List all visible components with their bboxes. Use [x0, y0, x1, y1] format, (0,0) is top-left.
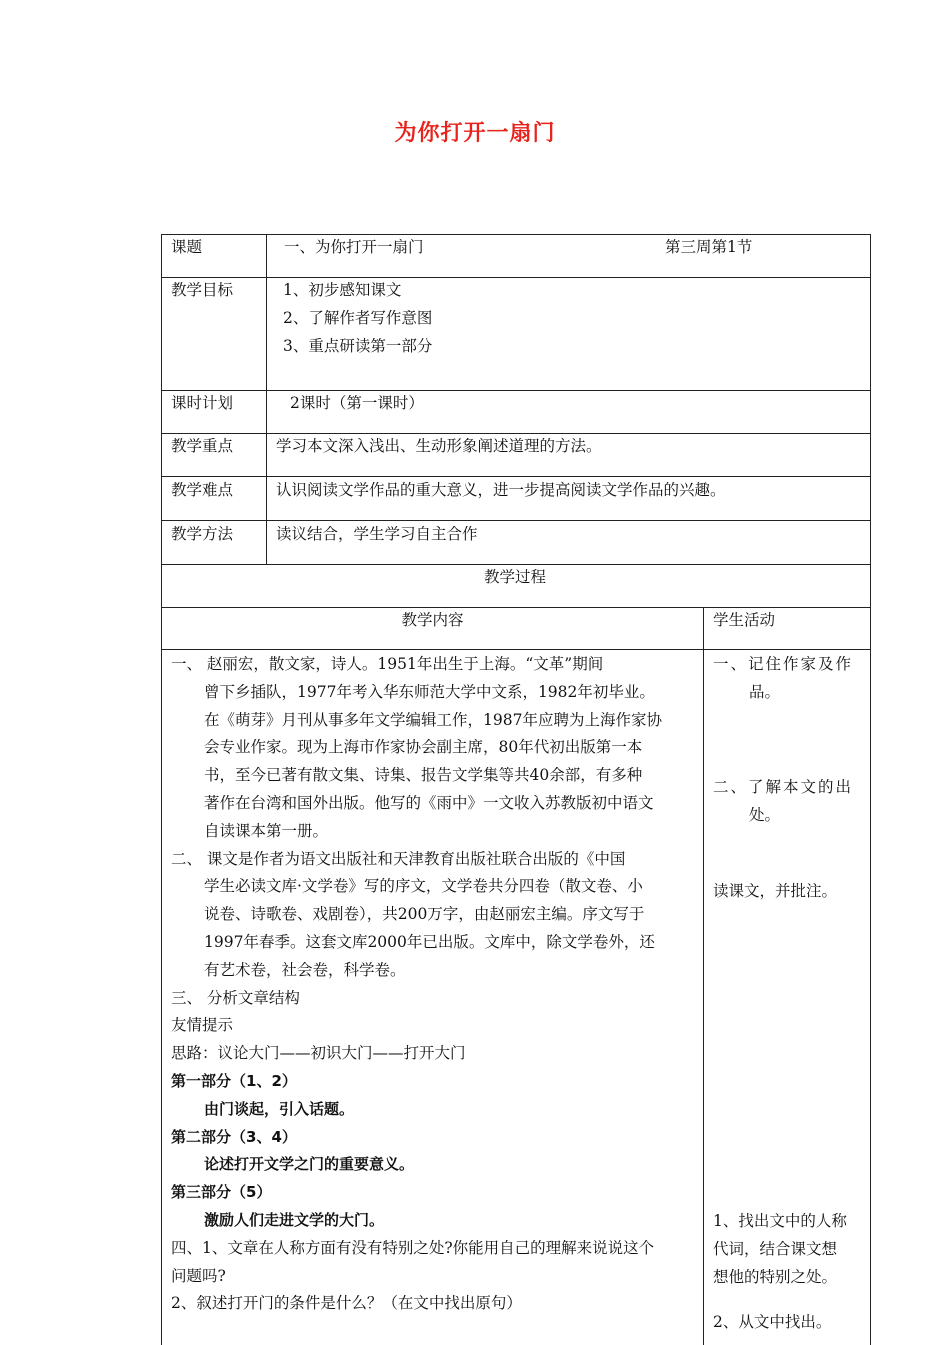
part-description: 论述打开文学之门的重要意义。	[204, 1155, 415, 1174]
content-line: 学生必读文库·文学卷》写的序文，文学卷共分四卷（散文卷、小	[204, 877, 643, 896]
difficulty-label: 教学难点	[171, 481, 234, 499]
row-divider	[162, 649, 870, 650]
goal-item: 2、了解作者写作意图	[283, 309, 433, 327]
lesson-plan-table	[161, 234, 871, 1345]
part-description: 激励人们走进文学的大门。	[204, 1210, 385, 1229]
plan-value: 2课时（第一课时）	[290, 394, 424, 412]
teaching-content	[171, 651, 699, 1318]
row-divider	[162, 564, 870, 565]
method-value: 读议结合，学生学习自主合作	[276, 525, 478, 543]
content-line: 一、 赵丽宏，散文家，诗人。1951年出生于上海。“文革”期间	[171, 655, 604, 673]
question-line: 2、叙述打开门的条件是什么？（在文中找出原句）	[171, 1294, 522, 1313]
part-heading: 第三部分（5）	[171, 1183, 272, 1202]
goal-item: 1、初步感知课文	[283, 281, 402, 299]
content-line: 著作在台湾和国外出版。他写的《雨中》一文收入苏教版初中语文	[204, 793, 654, 812]
goals-label: 教学目标	[171, 281, 234, 299]
method-label: 教学方法	[171, 525, 234, 543]
content-column-header: 教学内容	[401, 611, 464, 629]
activity-text: 想他的特别之处。	[713, 1268, 838, 1286]
topic-week: 第三周第1节	[665, 238, 753, 256]
row-divider	[162, 607, 870, 608]
activity-column-divider	[703, 607, 704, 1345]
content-line: 书，至今已著有散文集、诗集、报告文学集等共40余部，有多种	[204, 766, 643, 785]
activity-text: 读课文，并批注。	[713, 882, 838, 900]
row-divider	[162, 433, 870, 434]
content-line: 曾下乡插队，1977年考入华东师范大学中文系，1982年初毕业。	[204, 682, 655, 701]
activity-column-header: 学生活动	[713, 611, 776, 629]
content-line: 会专业作家。现为上海市作家协会副主席，80年代初出版第一本	[204, 738, 643, 757]
activity-text: 代词，结合课文想	[713, 1240, 838, 1258]
goal-item: 3、重点研读第一部分	[283, 337, 433, 355]
content-line: 三、 分析文章结构	[171, 988, 300, 1007]
content-line: 友情提示	[171, 1016, 234, 1035]
focus-value: 学习本文深入浅出、生动形象阐述道理的方法。	[276, 437, 602, 455]
focus-label: 教学重点	[171, 437, 234, 455]
content-line: 二、 课文是作者为语文出版社和天津教育出版社联合出版的《中国	[171, 849, 626, 868]
content-line: 1997年春季。这套文库2000年已出版。文库中，除文学卷外，还	[204, 932, 655, 951]
content-line: 自读课本第一册。	[204, 821, 329, 840]
part-description: 由门谈起，引入话题。	[204, 1099, 355, 1118]
row-divider	[162, 520, 870, 521]
difficulty-value: 认识阅读文学作品的重大意义，进一步提高阅读文学作品的兴趣。	[276, 481, 726, 499]
question-line: 四、1、文章在人称方面有没有特别之处?你能用自己的理解来说说这个	[171, 1238, 655, 1257]
part-heading: 第一部分（1、2）	[171, 1071, 297, 1090]
content-line: 思路：议论大门——初识大门——打开大门	[171, 1044, 466, 1063]
process-header: 教学过程	[483, 568, 546, 586]
content-line: 说卷、诗歌卷、戏剧卷），共200万字，由赵丽宏主编。序文写于	[204, 905, 645, 924]
activity-text: 品。	[749, 683, 781, 701]
document-title: 为你打开一扇门	[394, 121, 556, 146]
activity-text: 一、记住作家及作	[713, 655, 854, 673]
row-divider	[162, 390, 870, 391]
label-column-divider	[266, 235, 267, 564]
row-divider	[162, 476, 870, 477]
row-divider	[162, 277, 870, 278]
content-line: 有艺术卷，社会卷，科学卷。	[204, 960, 406, 979]
topic-label: 课题	[171, 238, 203, 256]
activity-text: 二、了解本文的出	[713, 778, 854, 796]
part-heading: 第二部分（3、4）	[171, 1127, 297, 1146]
question-line: 问题吗?	[171, 1266, 226, 1285]
activity-text: 处。	[749, 806, 781, 824]
activity-text: 2、从文中找出。	[713, 1313, 832, 1331]
plan-label: 课时计划	[171, 394, 234, 412]
activity-text: 1、找出文中的人称	[713, 1212, 847, 1230]
topic-value: 一、为你打开一扇门	[284, 238, 424, 256]
content-line: 在《萌芽》月刊从事多年文学编辑工作，1987年应聘为上海作家协	[204, 710, 662, 729]
